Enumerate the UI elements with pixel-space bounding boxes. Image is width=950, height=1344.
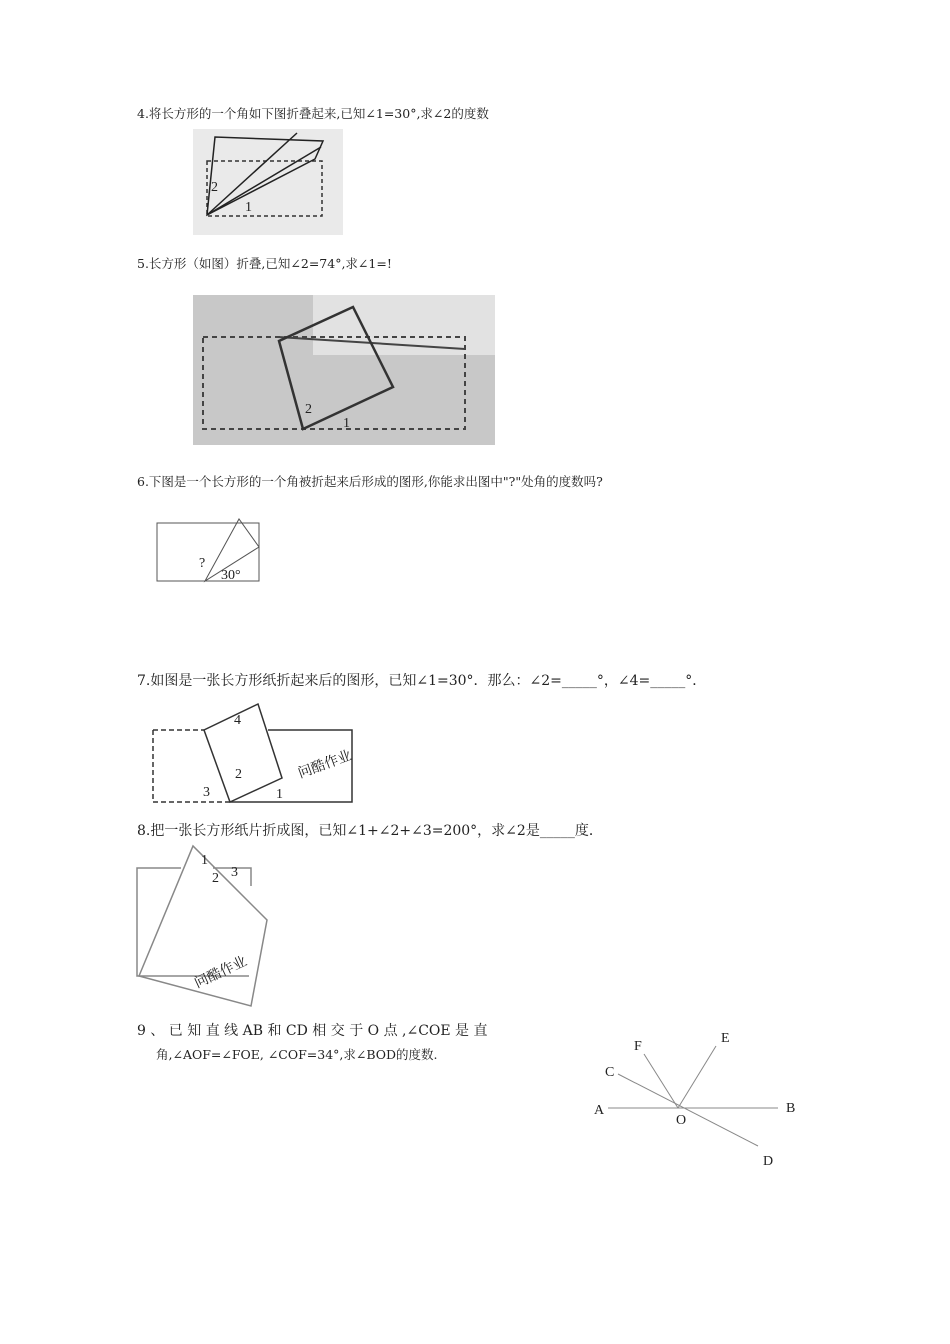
angle-label-2: 2 <box>235 767 242 782</box>
question-9-line-2: 角,∠AOF=∠FOE, ∠COF=34°,求∠BOD的度数. <box>156 1047 438 1062</box>
point-label-E: E <box>721 1031 730 1046</box>
angle-label-1: 1 <box>343 416 350 431</box>
watermark: 问酷作业 <box>192 954 250 992</box>
question-6-figure <box>155 515 263 587</box>
question-8-text: 8.把一张长方形纸片折成图，已知∠1+∠2+∠3=200°，求∠2是_____度． <box>137 823 603 839</box>
question-5-text: 5.长方形（如图）折叠,已知∠2=74°,求∠1=! <box>137 256 392 271</box>
point-label-O: O <box>676 1113 687 1128</box>
point-label-D: D <box>763 1154 774 1169</box>
angle-label-1: 1 <box>245 200 252 215</box>
question-5-figure <box>193 295 495 445</box>
angle-label-2: 2 <box>212 871 219 886</box>
question-9-line-1: 9 、 已 知 直 线 AB 和 CD 相 交 于 O 点 ,∠COE 是 直 <box>137 1023 488 1039</box>
question-7-text: 7.如图是一张长方形纸折起来后的图形，已知∠1=30°．那么：∠2=_____°，∠4=_____°． <box>137 673 707 689</box>
folded-square <box>204 704 282 802</box>
ray-OE <box>678 1046 716 1108</box>
point-label-C: C <box>605 1065 615 1080</box>
question-6-text: 6.下图是一个长方形的一个角被折起来后形成的图形,你能求出图中"?"处角的度数吗? <box>137 474 603 489</box>
angle-label-1: 1 <box>276 787 283 802</box>
angle-label-3: 3 <box>231 865 238 880</box>
point-label-A: A <box>594 1103 605 1118</box>
angle-label-1: 1 <box>201 853 208 868</box>
question-mark-label: ? <box>199 556 206 571</box>
question-4-text: 4.将长方形的一个角如下图折叠起来,已知∠1=30°,求∠2的度数 <box>137 106 489 121</box>
question-7-figure <box>150 702 356 806</box>
angle-label-4: 4 <box>234 713 241 728</box>
question-9-figure <box>588 1020 810 1176</box>
angle-label-2: 2 <box>305 402 312 417</box>
rectangle <box>157 523 259 581</box>
watermark: 问酷作业 <box>296 748 354 782</box>
ray-OF <box>644 1054 678 1108</box>
angle-30-label: 30° <box>221 568 241 583</box>
question-8-figure <box>133 842 273 1008</box>
point-label-F: F <box>634 1039 642 1054</box>
angle-label-3: 3 <box>203 785 210 800</box>
question-4-figure <box>193 125 348 240</box>
angle-label-2: 2 <box>211 180 218 195</box>
line-CD <box>618 1074 758 1146</box>
point-label-B: B <box>786 1101 796 1116</box>
